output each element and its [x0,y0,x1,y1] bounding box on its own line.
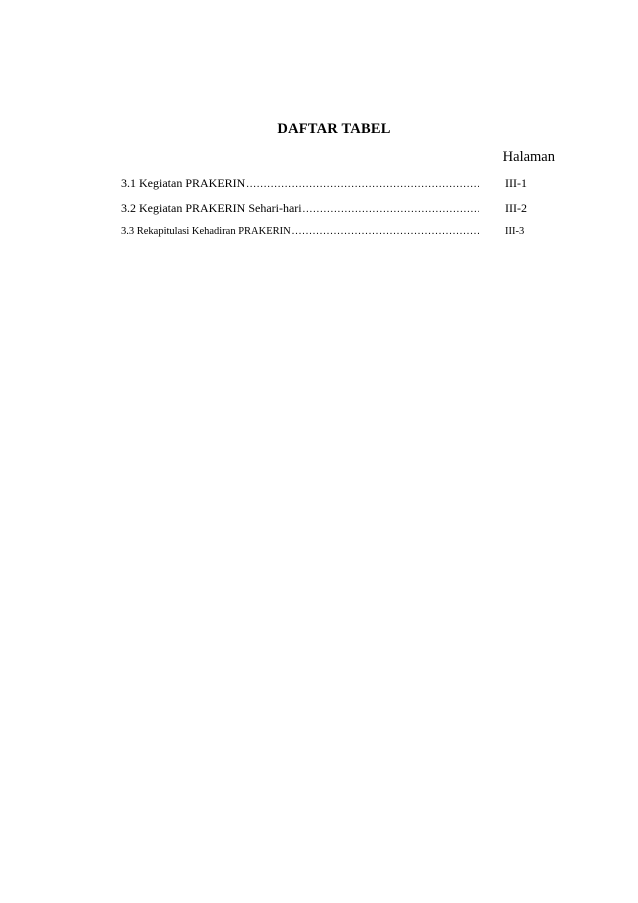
entry-label: 3.1 Kegiatan PRAKERIN [121,176,246,190]
list-item [121,226,535,251]
dot-leader [303,204,479,215]
entry-page-number: III-2 [505,201,527,215]
entry-page-number: III-1 [505,176,527,190]
list-item [121,176,535,201]
dot-leader [292,226,479,237]
entry-label: 3.3 Rekapitulasi Kehadiran PRAKERIN [121,226,291,237]
page-column-header: Halaman [502,149,555,165]
page-title: DAFTAR TABEL [277,121,391,137]
table-list [121,176,535,251]
entry-label: 3.2 Kegiatan PRAKERIN Sehari-hari [121,201,302,215]
entry-page-number: III-3 [505,226,525,237]
list-item [121,201,535,226]
dot-leader [246,179,479,190]
